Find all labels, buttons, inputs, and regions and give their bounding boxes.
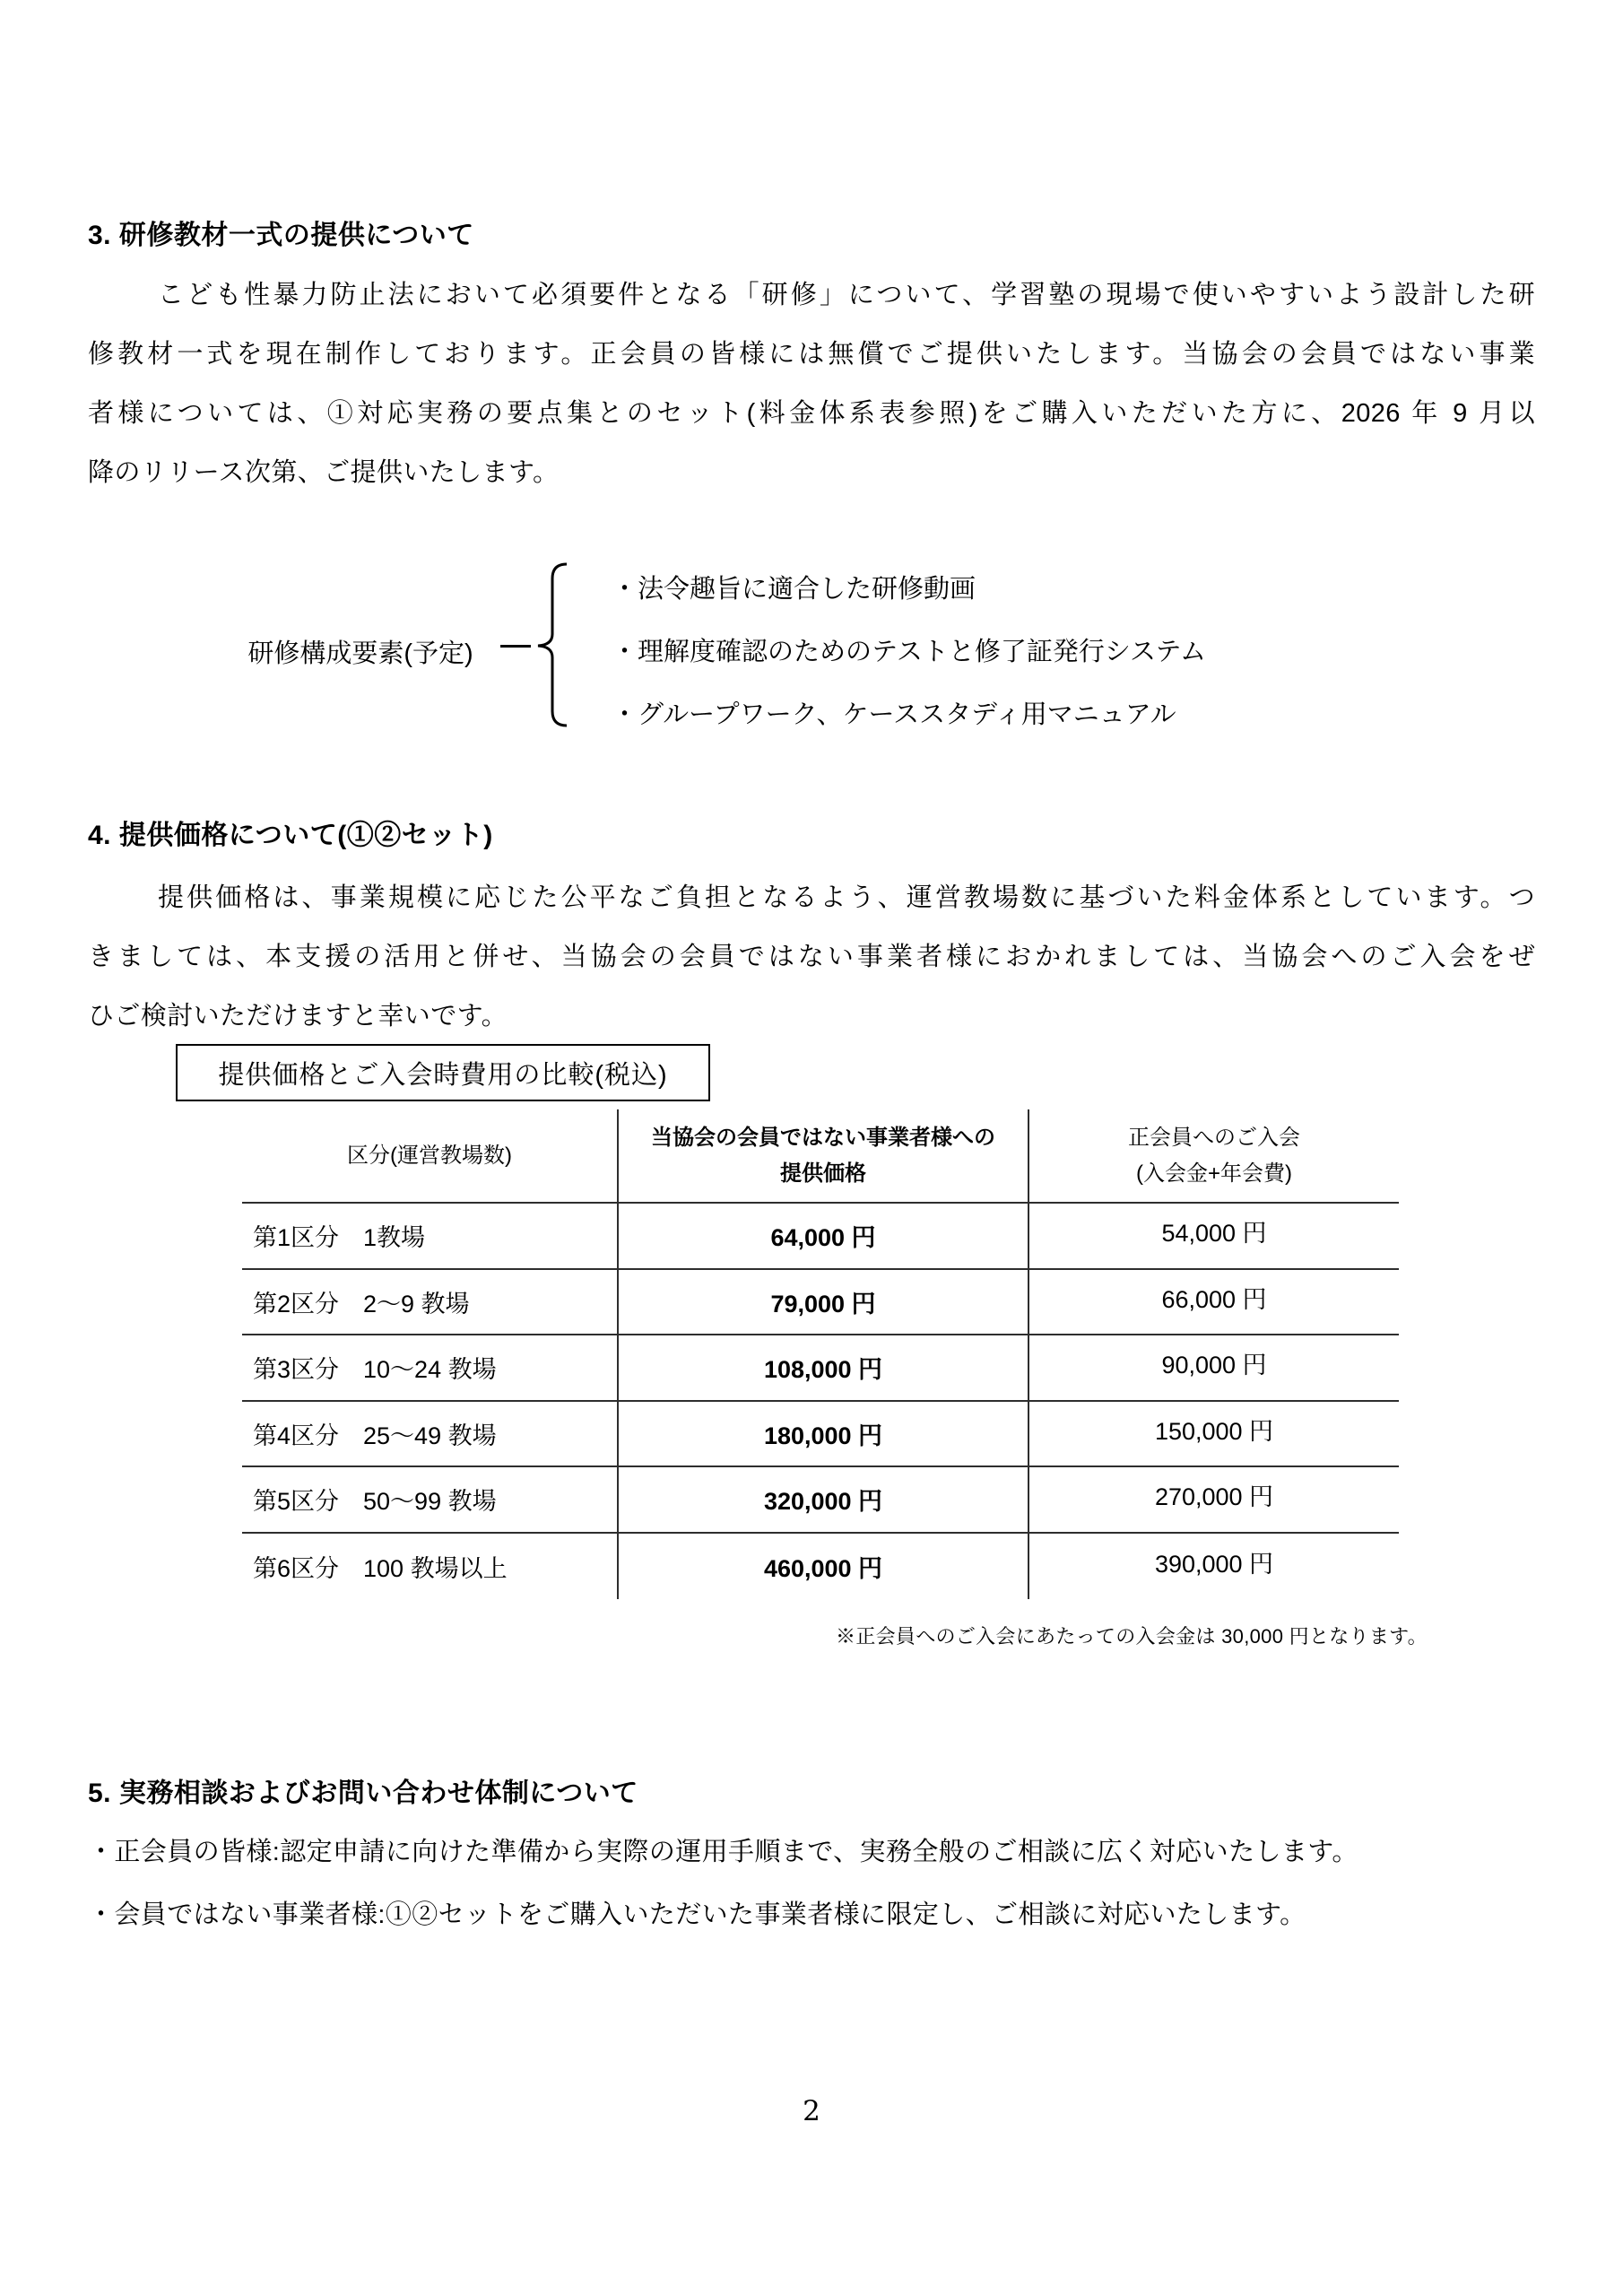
section-5-bullets	[88, 1821, 1358, 1946]
section-3-paragraph	[88, 265, 1535, 502]
table-footnote: ※正会員へのご入会にあたっての入会金は 30,000 円となります。	[836, 1625, 1428, 1648]
table-row-price: 460,000 円	[617, 1534, 1029, 1600]
paragraph-line: 者様については、①対応実務の要点集とのセット(料金体系表参照)をご購入いただいた方に、2026 年 9 月以	[88, 399, 1535, 428]
price-table	[242, 1109, 1399, 1599]
table-row-price: 180,000 円	[617, 1402, 1029, 1468]
bullet-line: ・会員ではない事業者様:①②セットをご購入いただいた事業者様に限定し、ご相談に対応いたします。	[88, 1900, 1306, 1929]
table-row-category: 第4区分 25〜49 教場	[242, 1402, 617, 1468]
table-row-category: 第5区分 50〜99 教場	[242, 1467, 617, 1534]
table-row-membership-fee: 390,000 円	[1154, 1550, 1274, 1578]
column-header-member-fee: 正会員へのご入会 (入会金+年会費)	[1029, 1109, 1399, 1204]
section-3-heading: 3. 研修教材一式の提供について	[88, 221, 474, 250]
table-row-membership-fee: 54,000 円	[1029, 1204, 1399, 1270]
table-row-category: 第2区分 2〜9 教場	[242, 1270, 617, 1336]
table-row-price: 79,000 円	[617, 1270, 1029, 1336]
curly-brace-icon	[527, 562, 568, 727]
paragraph-line: 提供価格は、事業規模に応じた公平なご負担となるよう、運営教場数に基づいた料金体系としています。つ	[158, 883, 1535, 912]
table-row-price: 64,000 円	[617, 1204, 1029, 1270]
bracket-item: ・理解度確認のためのテストと修了証発行システム	[612, 638, 1206, 666]
bullet-line: ・正会員の皆様:認定申請に向けた準備から実際の運用手順まで、実務全般のご相談に広く対応いたします。	[88, 1838, 1358, 1866]
column-header-nonmember-price: 当協会の会員ではない事業者様への 提供価格	[617, 1109, 1029, 1204]
paragraph-line: 降のリリース次第、ご提供いたします。	[88, 458, 560, 487]
table-row-category: 第3区分 10〜24 教場	[242, 1335, 617, 1402]
paragraph-line: きましては、本支援の活用と併せ、当協会の会員ではない事業者様におかれましては、当協会へのご入会をぜ	[88, 943, 1535, 971]
section-4-heading: 4. 提供価格について(①②セット)	[88, 821, 493, 850]
paragraph-line: 修教材一式を現在制作しております。正会員の皆様には無償でご提供いたします。当協会の会員ではない事業	[88, 340, 1535, 369]
table-row-membership-fee: 90,000 円	[1029, 1335, 1399, 1402]
column-header-category: 区分(運営教場数)	[242, 1109, 617, 1204]
section-5-heading: 5. 実務相談およびお問い合わせ体制について	[88, 1779, 638, 1808]
table-row-price: 320,000 円	[617, 1467, 1029, 1534]
table-row-membership-fee: 270,000 円	[1029, 1467, 1399, 1534]
table-row-category: 第1区分 1教場	[242, 1204, 617, 1270]
bracket-label: 研修構成要素(予定)	[247, 639, 473, 668]
bracket-connector-line	[500, 645, 531, 648]
table-row-membership-fee: 66,000 円	[1029, 1270, 1399, 1336]
section-4-paragraph	[88, 868, 1535, 1046]
bracket-item: ・法令趣旨に適合した研修動画	[612, 575, 976, 604]
table-row-membership-fee: 150,000 円	[1029, 1402, 1399, 1468]
paragraph-line: ひご検討いただけますと幸いです。	[88, 1002, 508, 1031]
price-table-title: 提供価格とご入会時費用の比較(税込)	[176, 1044, 710, 1101]
page-number: 2	[803, 2095, 820, 2127]
bracket-items	[612, 558, 1206, 746]
paragraph-line: こども性暴力防止法において必須要件となる「研修」について、学習塾の現場で使いやすいよう設計した研	[158, 281, 1535, 309]
bracket-item: ・グループワーク、ケーススタディ用マニュアル	[612, 700, 1176, 729]
table-row-price: 108,000 円	[617, 1335, 1029, 1402]
table-row-category: 第6区分 100 教場以上	[253, 1554, 508, 1582]
